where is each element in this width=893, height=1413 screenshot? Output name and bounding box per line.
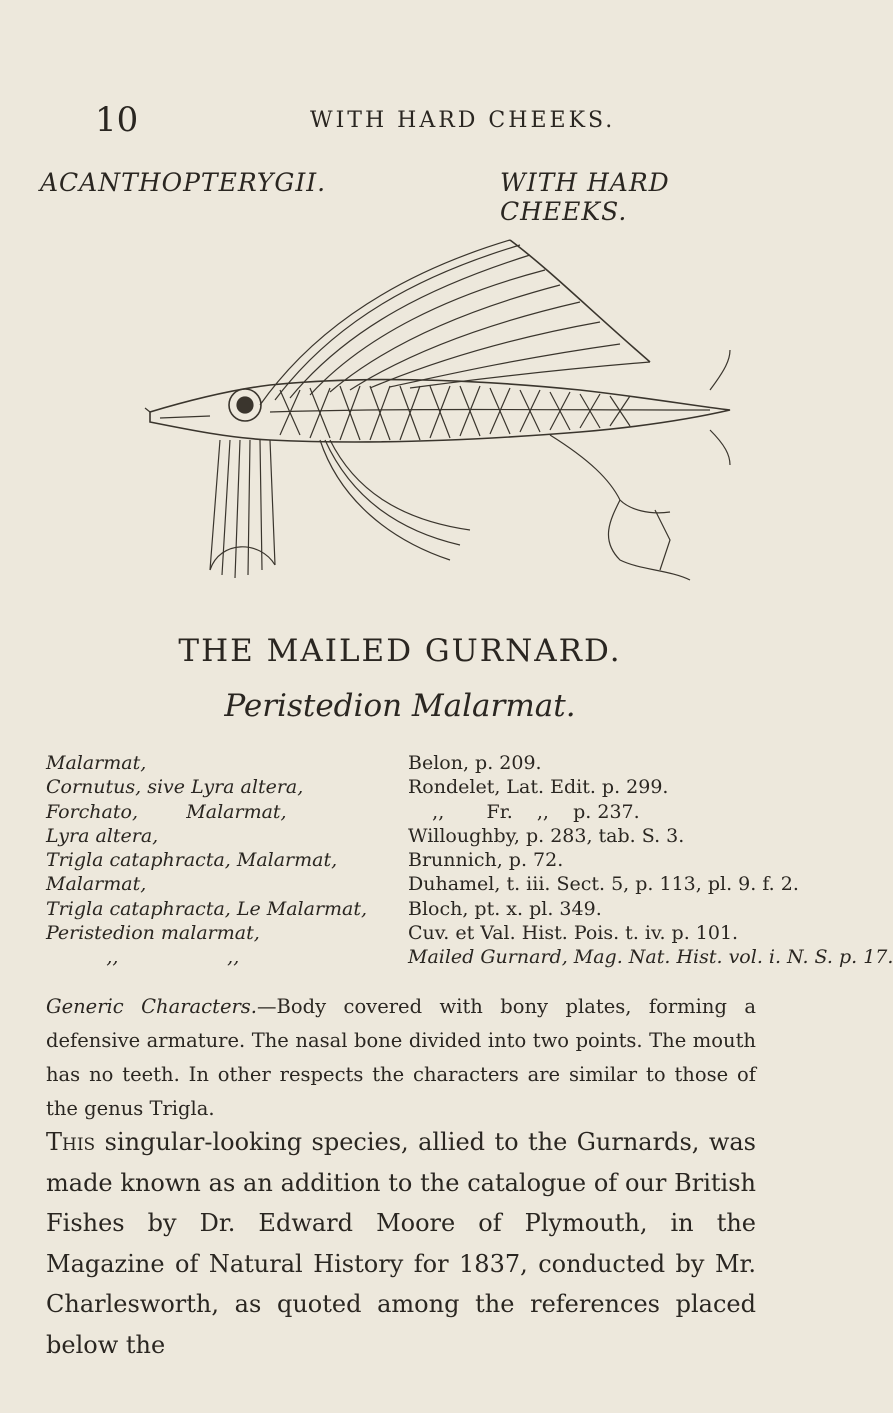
synonym-row xyxy=(46,849,786,873)
generic-characters xyxy=(46,990,756,1126)
synonym-reference: Cuv. et Val. Hist. Pois. t. iv. p. 101. xyxy=(408,922,739,945)
synonym-row xyxy=(46,946,893,970)
synonym-row xyxy=(46,898,786,922)
page-title: THE MAILED GURNARD. xyxy=(178,633,622,669)
running-head xyxy=(95,100,755,140)
synonym-reference: Bloch, pt. x. pl. 349. xyxy=(408,897,602,920)
synonym-row xyxy=(46,922,786,946)
synonym-row xyxy=(46,752,786,776)
generic-characters-lead: Generic Characters. xyxy=(46,995,258,1018)
synonym-reference: Mailed Gurnard, Mag. Nat. Hist. vol. i. N. S. p. 17. xyxy=(408,946,893,969)
synonym-row xyxy=(46,801,786,825)
synonym-name: Peristedion malarmat, xyxy=(46,922,260,945)
fish-illustration xyxy=(150,240,730,620)
running-title: WITH HARD CHEEKS. xyxy=(310,108,616,133)
synonym-reference: Belon, p. 209. xyxy=(408,752,542,774)
body-paragraph xyxy=(46,1122,756,1365)
synonymy-list xyxy=(46,752,893,971)
generic-characters-text: —Body covered with bony plates, forming a defensive armature. The nasal bone divided into two points. The mouth has no teeth. In other respects the characters are similar to those of the genus Trigla. xyxy=(46,995,756,1120)
synonym-name: Trigla cataphracta, Le Malarmat, xyxy=(46,897,368,920)
page-number: 10 xyxy=(95,100,139,140)
synonym-name: Trigla cataphracta, Malarmat, xyxy=(46,849,338,872)
paragraph-opening-word: This xyxy=(46,1128,96,1156)
order-name: ACANTHOPTERYGII. xyxy=(40,168,327,197)
synonym-name: ,, ,, xyxy=(46,946,240,969)
synonym-row xyxy=(46,776,786,800)
family-name: WITH HARD CHEEKS. xyxy=(500,168,670,226)
synonym-name: Forchato, Malarmat, xyxy=(46,800,287,823)
species-name: Peristedion Malarmat. xyxy=(224,688,576,724)
synonym-row xyxy=(46,873,799,897)
paragraph-text: singular-looking species, allied to the Gurnards, was made known as an addition to the catalogue of our British Fishes by Dr. Edward Moore of Plymouth, in the Magazine of Natural History for 1837, conducted by Mr. Charlesworth, as quoted among the references placed below the xyxy=(46,1128,756,1359)
section-subhead xyxy=(40,168,760,226)
synonym-name: Cornutus, sive Lyra altera, xyxy=(46,776,304,799)
synonym-reference: Brunnich, p. 72. xyxy=(408,849,564,872)
fish-engraving-icon xyxy=(150,240,730,620)
synonym-reference: Duhamel, t. iii. Sect. 5, p. 113, pl. 9. f. 2. xyxy=(408,873,799,896)
synonym-row xyxy=(46,825,786,849)
synonym-name: Malarmat, xyxy=(46,752,147,774)
synonym-reference: Willoughby, p. 283, tab. S. 3. xyxy=(408,824,685,847)
synonym-reference: Rondelet, Lat. Edit. p. 299. xyxy=(408,776,669,799)
synonym-name: Malarmat, xyxy=(46,873,147,896)
synonym-reference: ,, Fr. ,, p. 237. xyxy=(408,800,640,823)
synonym-name: Lyra altera, xyxy=(46,824,159,847)
